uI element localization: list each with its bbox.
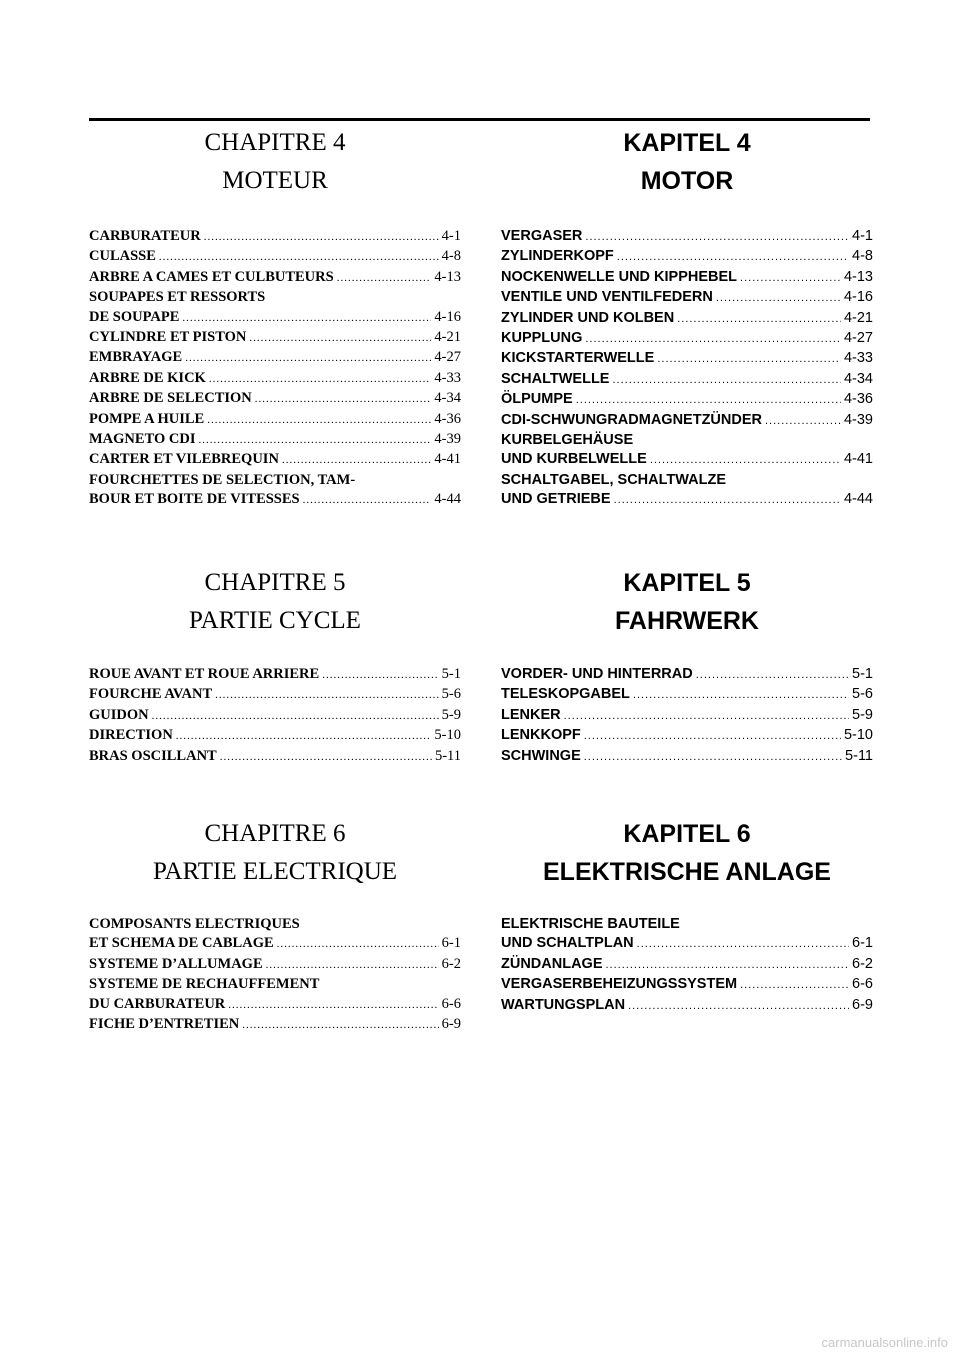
toc-entry-title-line: SCHALTGABEL, SCHALTWALZE [501, 471, 726, 488]
dot-leader [249, 329, 431, 348]
toc-entry-page: 4-36 [843, 391, 873, 408]
dot-leader [612, 371, 841, 390]
chapter-5-heading-fr [89, 564, 461, 640]
toc-entry-page: 5-10 [434, 727, 461, 744]
toc-entry-page: 5-9 [441, 706, 461, 723]
toc-entry[interactable] [89, 410, 461, 430]
toc-entry-row [501, 665, 873, 685]
toc-entry-row [501, 329, 873, 349]
toc-entry[interactable] [89, 288, 461, 328]
toc-entry[interactable] [89, 955, 461, 975]
toc-entry-row [89, 308, 461, 328]
toc-entry-label: TELESKOPGABEL [501, 686, 630, 703]
toc-entry-page: 5-9 [852, 706, 873, 723]
dot-leader [255, 390, 432, 409]
toc-entry[interactable] [89, 1015, 461, 1035]
dot-leader [215, 686, 439, 705]
toc-entry-row [89, 490, 461, 510]
toc-entry-page: 5-10 [843, 727, 873, 744]
chapter-title: KAPITEL 4 [623, 129, 751, 157]
toc-entry-page: 5-1 [852, 666, 873, 682]
toc-entry-row [89, 685, 461, 705]
dot-leader [337, 269, 432, 288]
toc-entry-row [89, 450, 461, 470]
top-rule [89, 118, 870, 121]
toc-entry-page: 6-9 [852, 996, 873, 1013]
toc-entry-row [501, 955, 873, 975]
toc-entry-row [501, 747, 873, 767]
toc-entry[interactable] [89, 665, 461, 685]
toc-chapter-4-fr [89, 227, 461, 511]
toc-entry-row [501, 288, 873, 308]
toc-entry-row [89, 247, 461, 267]
toc-entry-row [501, 390, 873, 410]
chapter-4-heading-de [501, 124, 873, 200]
toc-entry-page: 4-34 [843, 370, 873, 387]
toc-entry[interactable] [501, 665, 873, 685]
toc-entry-row [501, 247, 873, 267]
toc-entry-title-line: ELEKTRISCHE BAUTEILE [501, 916, 680, 932]
toc-entry[interactable] [89, 227, 461, 247]
toc-entry-label: ARBRE DE SELECTION [89, 390, 252, 407]
toc-entry-page: 4-1 [852, 228, 873, 244]
dot-leader [228, 996, 438, 1015]
dot-leader [204, 228, 439, 247]
dot-leader [266, 956, 439, 975]
toc-entry[interactable] [501, 747, 873, 767]
chapter-subtitle: MOTEUR [222, 167, 328, 194]
dot-leader [277, 935, 439, 954]
toc-entry-label: KICKSTARTERWELLE [501, 350, 655, 367]
toc-entry[interactable] [501, 955, 873, 975]
toc-entry[interactable] [501, 471, 873, 511]
toc-entry-label: CULASSE [89, 248, 156, 265]
toc-entry[interactable] [501, 706, 873, 726]
dot-leader [765, 412, 841, 431]
toc-entry[interactable] [89, 915, 461, 955]
toc-entry-row [501, 411, 873, 431]
dot-leader [614, 491, 841, 510]
toc-entry[interactable] [89, 450, 461, 470]
toc-entry-label: UND SCHALTPLAN [501, 935, 634, 952]
toc-entry-row [89, 665, 461, 685]
toc-entry-row [501, 370, 873, 390]
toc-entry[interactable] [501, 349, 873, 369]
dot-leader [696, 666, 849, 685]
toc-entry-label: NOCKENWELLE UND KIPPHEBEL [501, 268, 738, 285]
toc-entry-label: SCHALTWELLE [501, 370, 610, 387]
toc-entry-label: CYLINDRE ET PISTON [89, 329, 247, 346]
toc-entry-page: 5-11 [845, 747, 873, 764]
toc-entry-row [501, 685, 873, 705]
toc-entry-row [89, 328, 461, 348]
toc-entry-page: 4-34 [434, 390, 461, 407]
dot-leader [185, 349, 431, 368]
toc-entry[interactable] [89, 706, 461, 726]
toc-entry[interactable] [501, 431, 873, 471]
chapter-subtitle: PARTIE CYCLE [189, 607, 361, 634]
dot-leader [677, 310, 841, 329]
toc-entry-page: 6-2 [441, 955, 461, 972]
toc-entry-label: ÖLPUMPE [501, 391, 573, 408]
toc-entry-page: 5-6 [441, 686, 461, 703]
dot-leader [209, 370, 432, 389]
toc-entry[interactable] [89, 369, 461, 389]
toc-entry-label: EMBRAYAGE [89, 349, 183, 366]
toc-entry-row [89, 389, 461, 409]
toc-entry-label: ZYLINDERKOPF [501, 248, 614, 265]
chapter-6-heading-de [501, 815, 873, 891]
toc-entry-page: 4-44 [843, 491, 873, 508]
chapter-subtitle: PARTIE ELECTRIQUE [152, 858, 398, 885]
dot-leader [207, 411, 431, 430]
toc-entry-row [89, 410, 461, 430]
toc-entry-label: BOUR ET BOITE DE VITESSES [89, 491, 300, 508]
toc-entry[interactable] [89, 747, 461, 767]
chapter-5-heading-de [501, 564, 873, 640]
toc-entry[interactable] [89, 685, 461, 705]
dot-leader [176, 727, 432, 746]
dot-leader [282, 451, 431, 470]
chapter-title: KAPITEL 6 [623, 820, 751, 848]
toc-entry[interactable] [89, 328, 461, 348]
toc-entry-label: SCHWINGE [501, 747, 581, 764]
toc-entry-page: 4-16 [434, 308, 461, 325]
toc-entry-label: ET SCHEMA DE CABLAGE [89, 935, 274, 952]
toc-entry-row [501, 706, 873, 726]
toc-entry-label: VERGASER [501, 228, 583, 244]
toc-entry-label: LENKKOPF [501, 727, 581, 744]
toc-entry[interactable] [89, 348, 461, 368]
dot-leader [740, 976, 849, 995]
toc-entry-label: ZÜNDANLAGE [501, 955, 603, 972]
dot-leader [159, 248, 439, 267]
toc-entry-row [501, 726, 873, 746]
toc-entry-label: CDI-SCHWUNGRADMAGNETZÜNDER [501, 411, 762, 428]
dot-leader [606, 956, 850, 975]
chapter-4-heading-fr [89, 124, 461, 200]
toc-entry-page: 6-9 [441, 1016, 461, 1033]
toc-entry-title-line: FOURCHETTES DE SELECTION, TAM- [89, 471, 356, 488]
dot-leader [585, 330, 841, 349]
toc-entry-page: 6-1 [441, 935, 461, 952]
dot-leader [576, 391, 841, 410]
toc-entry-row [89, 1015, 461, 1035]
dot-leader [650, 451, 841, 470]
toc-entry-page: 6-1 [852, 935, 873, 952]
toc-entry-row [501, 349, 873, 369]
toc-entry[interactable] [89, 975, 461, 1015]
toc-entry-row [89, 369, 461, 389]
toc-entry-page: 4-27 [843, 330, 873, 347]
toc-entry-title-line: KURBELGEHÄUSE [501, 432, 634, 449]
dot-leader [152, 707, 439, 726]
toc-entry-label: MAGNETO CDI [89, 431, 196, 448]
toc-entry-label: FOURCHE AVANT [89, 686, 213, 703]
toc-entry[interactable] [89, 268, 461, 288]
toc-entry-page: 4-33 [434, 369, 461, 386]
chapter-title: CHAPITRE 6 [204, 820, 346, 847]
dot-leader [182, 309, 431, 328]
toc-entry-row [501, 975, 873, 995]
toc-entry-label: UND GETRIEBE [501, 491, 611, 508]
toc-entry[interactable] [89, 389, 461, 409]
toc-entry-page: 6-6 [852, 976, 873, 993]
toc-entry[interactable] [501, 268, 873, 288]
toc-entry-page: 4-1 [441, 228, 461, 244]
toc-entry-page: 4-39 [843, 411, 873, 428]
toc-entry-label: UND KURBELWELLE [501, 451, 647, 468]
toc-entry-row [501, 490, 873, 510]
toc-entry-label: LENKER [501, 706, 561, 723]
toc-entry[interactable] [89, 247, 461, 267]
toc-entry-label: SYSTEME D’ALLUMAGE [89, 955, 263, 972]
toc-entry[interactable] [501, 247, 873, 267]
toc-entry-label: CARTER ET VILEBREQUIN [89, 451, 279, 468]
toc-entry-row [501, 227, 873, 247]
toc-chapter-5-de [501, 665, 873, 767]
toc-entry-row [89, 747, 461, 767]
chapter-title: CHAPITRE 4 [204, 129, 346, 156]
dot-leader [585, 228, 849, 247]
chapter-title: KAPITEL 5 [623, 569, 751, 597]
dot-leader [303, 491, 432, 510]
toc-entry-label: VORDER- UND HINTERRAD [501, 666, 693, 682]
toc-entry-row [89, 726, 461, 746]
toc-entry-page: 4-13 [434, 268, 461, 285]
chapter-title: CHAPITRE 5 [204, 569, 346, 596]
toc-entry-label: DIRECTION [89, 727, 173, 744]
toc-entry-label: WARTUNGSPLAN [501, 996, 626, 1013]
dot-leader [637, 935, 849, 954]
dot-leader [617, 248, 849, 267]
toc-entry[interactable] [501, 329, 873, 349]
toc-entry-page: 6-2 [852, 955, 873, 972]
toc-entry[interactable] [501, 227, 873, 247]
dot-leader [584, 748, 842, 767]
dot-leader [220, 748, 432, 767]
toc-entry-label: ARBRE A CAMES ET CULBUTEURS [89, 268, 334, 285]
dot-leader [584, 727, 841, 746]
toc-entry-page: 4-8 [852, 248, 873, 265]
toc-entry-page: 4-8 [441, 248, 461, 265]
toc-entry-page: 4-39 [434, 431, 461, 448]
toc-entry-label: POMPE A HUILE [89, 410, 205, 427]
toc-entry-row [89, 268, 461, 288]
dot-leader [628, 997, 849, 1016]
toc-entry-row [89, 995, 461, 1015]
toc-chapter-4-de [501, 227, 873, 511]
toc-entry[interactable] [501, 975, 873, 995]
dot-leader [322, 666, 438, 685]
toc-entry-label: ROUE AVANT ET ROUE ARRIERE [89, 666, 320, 682]
toc-entry-page: 4-36 [434, 410, 461, 427]
toc-entry[interactable] [501, 411, 873, 431]
toc-entry-label: GUIDON [89, 706, 149, 723]
dot-leader [564, 707, 849, 726]
toc-entry[interactable] [501, 726, 873, 746]
toc-entry-row [501, 268, 873, 288]
toc-entry-row [89, 227, 461, 247]
dot-leader [198, 431, 431, 450]
toc-entry-page: 5-6 [852, 686, 873, 703]
toc-chapter-5-fr [89, 665, 461, 767]
toc-entry-row [501, 934, 873, 954]
dot-leader [242, 1016, 438, 1035]
toc-chapter-6-fr [89, 915, 461, 1035]
toc-entry-page: 4-44 [434, 491, 461, 508]
toc-entry[interactable] [501, 390, 873, 410]
chapter-subtitle: FAHRWERK [615, 607, 759, 635]
toc-entry-row [501, 309, 873, 329]
toc-entry-page: 4-27 [434, 349, 461, 366]
toc-entry[interactable] [501, 288, 873, 308]
toc-entry-page: 5-1 [441, 666, 461, 682]
toc-entry-row [89, 706, 461, 726]
toc-entry-row [89, 348, 461, 368]
toc-entry-page: 4-16 [843, 289, 873, 306]
toc-entry-page: 6-6 [441, 995, 461, 1012]
toc-entry-label: FICHE D’ENTRETIEN [89, 1016, 240, 1033]
toc-entry[interactable] [501, 915, 873, 955]
toc-entry[interactable] [501, 370, 873, 390]
toc-entry-row [89, 934, 461, 954]
toc-entry-title-line: SOUPAPES ET RESSORTS [89, 289, 266, 306]
toc-entry[interactable] [89, 471, 461, 511]
dot-leader [657, 350, 841, 369]
toc-entry-page: 5-11 [434, 747, 461, 764]
toc-entry-page: 4-21 [434, 329, 461, 346]
toc-entry-label: ZYLINDER UND KOLBEN [501, 309, 675, 326]
watermark: carmanualsonline.info [821, 1335, 948, 1350]
toc-entry-label: BRAS OSCILLANT [89, 747, 217, 764]
toc-entry[interactable] [501, 685, 873, 705]
toc-entry[interactable] [501, 996, 873, 1016]
toc-entry[interactable] [89, 726, 461, 746]
toc-entry-label: VERGASERBEHEIZUNGSSYSTEM [501, 976, 738, 993]
toc-entry-row [501, 450, 873, 470]
toc-chapter-6-de [501, 915, 873, 1016]
toc-entry-row [89, 430, 461, 450]
toc-entry-page: 4-13 [843, 268, 873, 285]
toc-entry-row [89, 955, 461, 975]
toc-entry-label: DU CARBURATEUR [89, 995, 226, 1012]
dot-leader [740, 269, 841, 288]
toc-entry-row [501, 996, 873, 1016]
chapter-6-heading-fr [89, 815, 461, 891]
toc-entry-title-line: COMPOSANTS ELECTRIQUES [89, 916, 300, 932]
toc-entry[interactable] [501, 309, 873, 329]
chapter-subtitle: MOTOR [640, 167, 734, 195]
toc-entry-title-line: SYSTEME DE RECHAUFFEMENT [89, 976, 320, 993]
toc-entry-label: VENTILE UND VENTILFEDERN [501, 289, 713, 306]
toc-entry-page: 4-21 [843, 309, 873, 326]
toc-entry-label: CARBURATEUR [89, 228, 201, 244]
dot-leader [633, 686, 849, 705]
toc-entry-page: 4-33 [843, 350, 873, 367]
toc-entry-page: 4-41 [434, 451, 461, 468]
toc-entry-page: 4-41 [843, 451, 873, 468]
toc-entry-label: DE SOUPAPE [89, 308, 180, 325]
toc-entry-label: ARBRE DE KICK [89, 369, 206, 386]
chapter-subtitle: ELEKTRISCHE ANLAGE [543, 858, 831, 886]
dot-leader [716, 289, 841, 308]
toc-entry-label: KUPPLUNG [501, 330, 583, 347]
toc-entry[interactable] [89, 430, 461, 450]
